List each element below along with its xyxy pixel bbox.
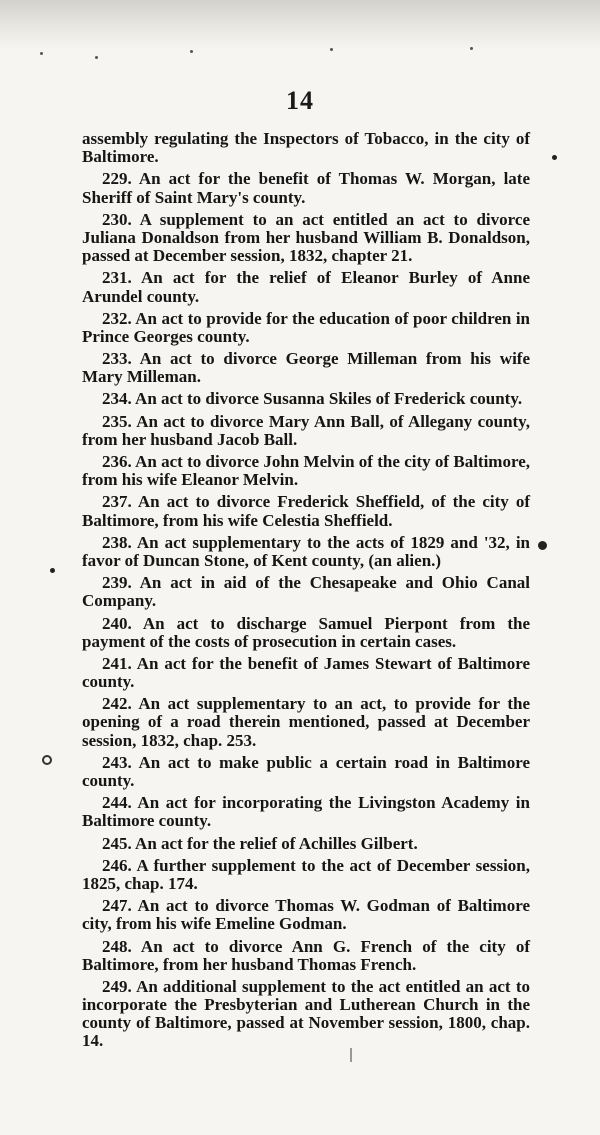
paragraph-246: 246. A further supplement to the act of December session, 1825, chap. 174. (82, 855, 530, 893)
margin-tick (350, 1048, 352, 1062)
paragraph-238: 238. An act supplementary to the acts of 1829 and '32, in favor of Duncan Stone, of Kent county, (an alien.) (82, 532, 530, 570)
paragraph-231: 231. An act for the relief of Eleanor Burley of Anne Arundel county. (82, 268, 530, 306)
paragraph-continuation: assembly regulating the Inspectors of Tobacco, in the city of Baltimore. (82, 129, 530, 167)
paragraph-229: 229. An act for the benefit of Thomas W. Morgan, late Sheriff of Saint Mary's county. (82, 169, 530, 207)
paragraph-234: 234. An act to divorce Susanna Skiles of Frederick county. (102, 389, 523, 409)
ink-speck (40, 52, 43, 55)
paragraph-248: 248. An act to divorce Ann G. French of the city of Baltimore, from her husband Thomas French. (82, 936, 530, 974)
paragraph-240: 240. An act to discharge Samuel Pierpont from the payment of the costs of prosecution in certain cases. (82, 613, 530, 651)
page-top-edge (0, 0, 600, 50)
paragraph-232: 232. An act to provide for the education of poor children in Prince Georges county. (82, 308, 530, 346)
ink-dot (50, 568, 55, 573)
paragraph-236: 236. An act to divorce John Melvin of the city of Baltimore, from his wife Eleanor Melvin. (82, 452, 530, 490)
ink-speck (470, 47, 473, 50)
paragraph-239: 239. An act in aid of the Chesapeake and Ohio Canal Company. (82, 573, 530, 611)
paragraph-241: 241. An act for the benefit of James Stewart of Baltimore county. (82, 653, 530, 692)
paragraph-242: 242. An act supplementary to an act, to provide for the opening of a road therein mentioned, passed at December session, 1832, chap. 253. (82, 694, 530, 750)
ink-dot (538, 541, 547, 550)
paragraph-235: 235. An act to divorce Mary Ann Ball, of Allegany county, from her husband Jacob Ball. (82, 411, 530, 449)
ink-ring (42, 755, 52, 765)
paragraph-247: 247. An act to divorce Thomas W. Godman of Baltimore city, from his wife Emeline Godman. (82, 896, 530, 934)
paragraph-237: 237. An act to divorce Frederick Sheffield, of the city of Baltimore, from his wife Celestia Sheffield. (82, 492, 530, 530)
paragraph-249: 249. An additional supplement to the act entitled an act to incorporate the Presbyterian and Lutherean Church in the county of Baltimore, passed at November session, 1800, chap. 14. (82, 976, 530, 1051)
paragraph-245: 245. An act for the relief of Achilles Gilbert. (102, 833, 418, 853)
paragraph-233: 233. An act to divorce George Milleman from his wife Mary Milleman. (82, 349, 530, 387)
ink-speck (95, 56, 98, 59)
paragraph-243: 243. An act to make public a certain road in Baltimore county. (82, 752, 530, 790)
page-number: 14 (286, 86, 314, 115)
ink-dot (552, 155, 557, 160)
paragraph-244: 244. An act for incorporating the Livingston Academy in Baltimore county. (82, 793, 530, 831)
ink-speck (190, 50, 193, 53)
paragraph-230: 230. A supplement to an act entitled an act to divorce Juliana Donaldson from her husband William B. Donaldson, passed at December session, 1832, chapter 21. (82, 209, 530, 266)
document-body (82, 130, 530, 1055)
ink-speck (330, 48, 333, 51)
